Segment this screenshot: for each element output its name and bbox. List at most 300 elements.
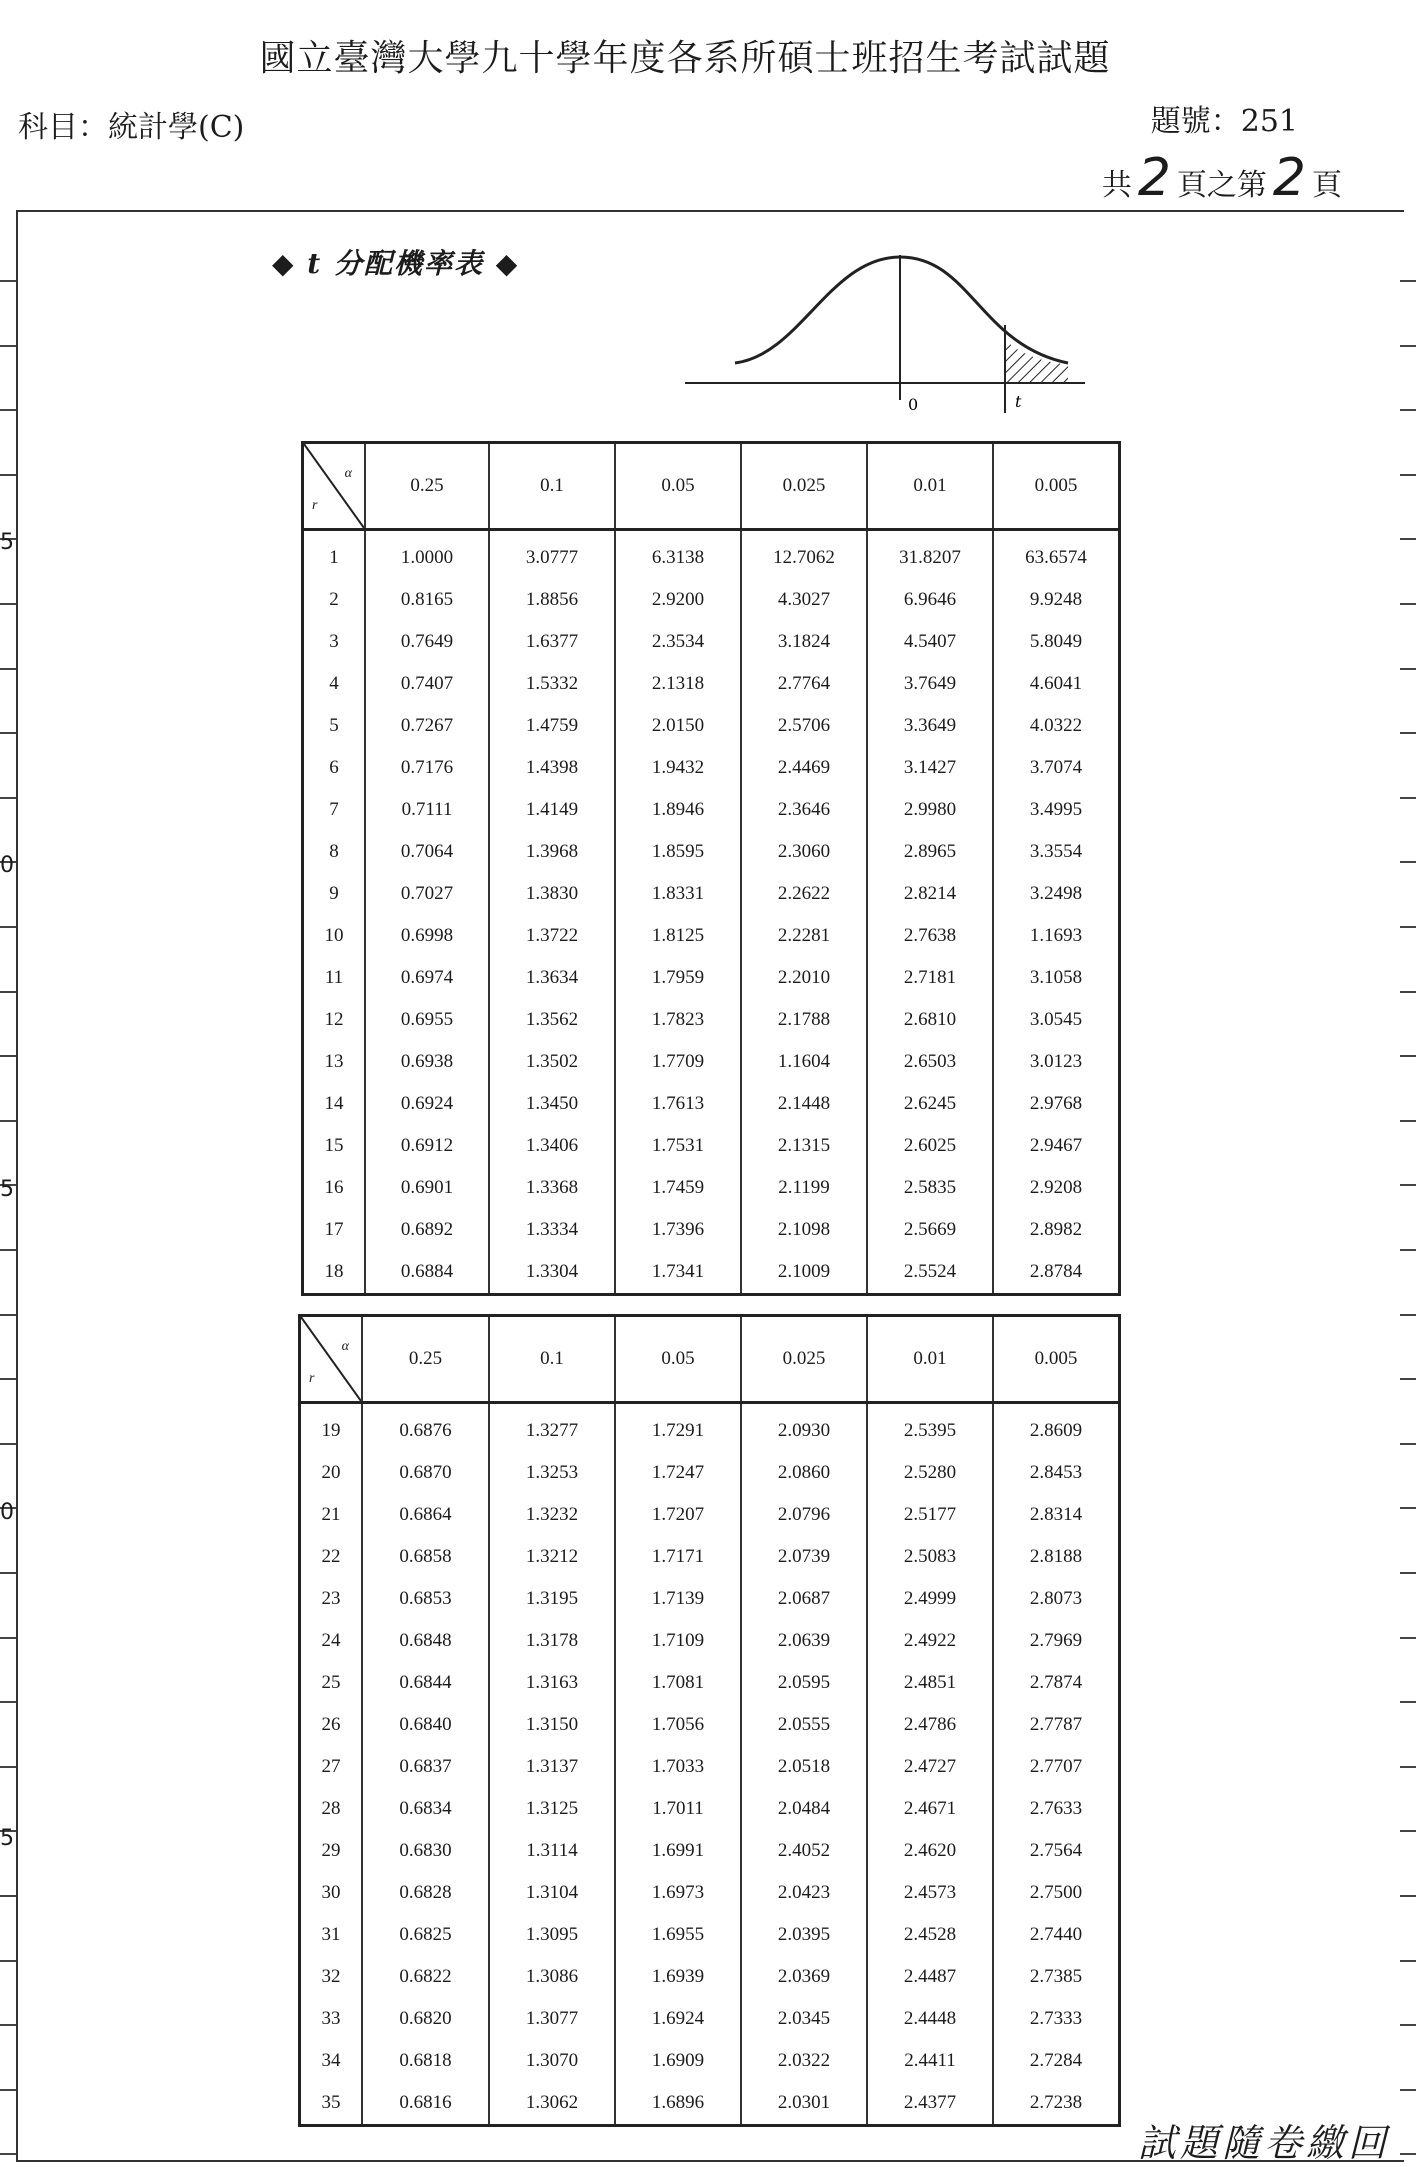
margin-tick	[0, 1055, 16, 1057]
critical-value-cell: 0.6818	[362, 2040, 489, 2082]
margin-tick	[0, 926, 16, 928]
margin-tick	[0, 1766, 16, 1768]
margin-tick	[1400, 538, 1416, 540]
critical-value-cell: 4.5407	[867, 621, 993, 663]
critical-value-cell: 2.4487	[867, 1956, 993, 1998]
margin-tick	[0, 1443, 16, 1445]
alpha-header: 0.05	[615, 1316, 741, 1403]
critical-value-cell: 0.6864	[362, 1494, 489, 1536]
critical-value-cell: 1.3830	[489, 873, 615, 915]
critical-value-cell: 63.6574	[993, 530, 1120, 580]
critical-value-cell: 1.4149	[489, 789, 615, 831]
critical-value-cell: 2.0687	[741, 1578, 867, 1620]
margin-tick	[1400, 603, 1416, 605]
bell-curve	[735, 257, 1068, 363]
critical-value-cell: 2.9208	[993, 1167, 1120, 1209]
critical-value-cell: 1.3195	[489, 1578, 615, 1620]
page-count	[1101, 148, 1342, 208]
critical-value-cell: 2.4448	[867, 1998, 993, 2040]
alpha-header: 0.05	[615, 443, 741, 530]
critical-value-cell: 2.7638	[867, 915, 993, 957]
critical-value-cell: 2.1448	[741, 1083, 867, 1125]
margin-tick	[1400, 1572, 1416, 1574]
critical-value-cell: 2.5177	[867, 1494, 993, 1536]
critical-value-cell: 2.8982	[993, 1209, 1120, 1251]
critical-value-cell: 2.4922	[867, 1620, 993, 1662]
critical-value-cell: 0.7027	[365, 873, 489, 915]
critical-value-cell: 4.6041	[993, 663, 1120, 705]
critical-value-cell: 0.6825	[362, 1914, 489, 1956]
critical-value-cell: 1.5332	[489, 663, 615, 705]
critical-value-cell: 0.7649	[365, 621, 489, 663]
critical-value-cell: 1.7531	[615, 1125, 741, 1167]
margin-number-3: 5	[0, 1177, 14, 1202]
margin-tick	[0, 603, 16, 605]
margin-tick	[1400, 1766, 1416, 1768]
critical-value-cell: 2.1009	[741, 1251, 867, 1295]
critical-value-cell: 3.1058	[993, 957, 1120, 999]
critical-value-cell: 2.0555	[741, 1704, 867, 1746]
df-cell: 21	[321, 1504, 341, 1525]
alpha-header: 0.1	[489, 443, 615, 530]
margin-tick	[0, 345, 16, 347]
critical-value-cell: 1.7613	[615, 1083, 741, 1125]
critical-value-cell: 12.7062	[741, 530, 867, 580]
critical-value-cell: 2.7707	[993, 1746, 1120, 1788]
critical-value-cell: 4.0322	[993, 705, 1120, 747]
df-cell: 28	[321, 1798, 341, 1819]
critical-value-cell: 0.6892	[365, 1209, 489, 1251]
table-row	[300, 1830, 1120, 1872]
critical-value-cell: 1.7207	[615, 1494, 741, 1536]
critical-value-cell: 2.6810	[867, 999, 993, 1041]
table-row	[303, 663, 1120, 705]
critical-value-cell: 2.2281	[741, 915, 867, 957]
alpha-header: 0.025	[741, 443, 867, 530]
t-label: t	[1015, 392, 1022, 411]
df-cell: 27	[321, 1756, 341, 1777]
margin-tick	[0, 668, 16, 670]
table-row	[303, 1209, 1120, 1251]
subject-label: 科目：統計學(C)	[18, 110, 245, 145]
df-cell: 1	[329, 547, 339, 568]
exam-title: 國立臺灣大學九十學年度各系所碩士班招生考試試題	[259, 38, 1111, 79]
df-cell: 26	[321, 1714, 341, 1735]
critical-value-cell: 3.4995	[993, 789, 1120, 831]
table-row	[300, 2082, 1120, 2126]
critical-value-cell: 3.1427	[867, 747, 993, 789]
page-current: 2	[1272, 148, 1306, 208]
critical-value-cell: 1.7081	[615, 1662, 741, 1704]
page-prefix: 共	[1101, 168, 1132, 203]
alpha-header: 0.1	[489, 1316, 615, 1403]
corner-r: r	[312, 498, 318, 513]
critical-value-cell: 1.3406	[489, 1125, 615, 1167]
critical-value-cell: 1.7291	[615, 1403, 741, 1453]
table-row	[303, 915, 1120, 957]
critical-value-cell: 2.0518	[741, 1746, 867, 1788]
df-cell: 9	[329, 883, 339, 904]
critical-value-cell: 2.4528	[867, 1914, 993, 1956]
corner-diagonal	[301, 1317, 361, 1401]
table-row	[303, 530, 1120, 580]
critical-value-cell: 2.2010	[741, 957, 867, 999]
critical-value-cell: 2.1098	[741, 1209, 867, 1251]
margin-tick	[1400, 1055, 1416, 1057]
critical-value-cell: 2.4052	[741, 1830, 867, 1872]
corner-alpha: α	[341, 1339, 349, 1354]
df-cell: 31	[321, 1924, 341, 1945]
critical-value-cell: 3.1824	[741, 621, 867, 663]
table-header-row	[300, 1316, 1120, 1403]
critical-value-cell: 2.5706	[741, 705, 867, 747]
critical-value-cell: 4.3027	[741, 579, 867, 621]
df-cell: 14	[324, 1093, 344, 1114]
critical-value-cell: 2.5524	[867, 1251, 993, 1295]
critical-value-cell: 2.4727	[867, 1746, 993, 1788]
df-cell: 34	[321, 2050, 341, 2071]
critical-value-cell: 2.4620	[867, 1830, 993, 1872]
df-cell: 24	[321, 1630, 341, 1651]
critical-value-cell: 2.0860	[741, 1452, 867, 1494]
margin-tick	[0, 732, 16, 734]
critical-value-cell: 1.3104	[489, 1872, 615, 1914]
alpha-header: 0.25	[362, 1316, 489, 1403]
table-row	[300, 1998, 1120, 2040]
critical-value-cell: 1.1604	[741, 1041, 867, 1083]
critical-value-cell: 1.4398	[489, 747, 615, 789]
margin-tick	[1400, 2024, 1416, 2026]
corner-alpha: α	[344, 466, 352, 481]
table-row	[303, 1083, 1120, 1125]
critical-value-cell: 3.3554	[993, 831, 1120, 873]
table-row	[303, 831, 1120, 873]
critical-value-cell: 3.7074	[993, 747, 1120, 789]
critical-value-cell: 2.4573	[867, 1872, 993, 1914]
critical-value-cell: 2.4671	[867, 1788, 993, 1830]
critical-value-cell: 2.8314	[993, 1494, 1120, 1536]
margin-tick	[0, 280, 16, 282]
df-cell: 3	[329, 631, 339, 652]
critical-value-cell: 1.3634	[489, 957, 615, 999]
df-cell: 8	[329, 841, 339, 862]
df-cell: 2	[329, 589, 339, 610]
df-cell: 18	[324, 1261, 344, 1282]
margin-tick	[0, 1637, 16, 1639]
critical-value-cell: 2.1199	[741, 1167, 867, 1209]
critical-value-cell: 2.0423	[741, 1872, 867, 1914]
df-cell: 33	[321, 2008, 341, 2029]
table-row	[303, 621, 1120, 663]
critical-value-cell: 2.5835	[867, 1167, 993, 1209]
critical-value-cell: 1.6924	[615, 1998, 741, 2040]
critical-value-cell: 2.0484	[741, 1788, 867, 1830]
margin-tick	[0, 1120, 16, 1122]
critical-value-cell: 0.6876	[362, 1403, 489, 1453]
df-cell: 11	[324, 967, 344, 988]
critical-value-cell: 1.4759	[489, 705, 615, 747]
critical-value-cell: 1.3212	[489, 1536, 615, 1578]
critical-value-cell: 2.3534	[615, 621, 741, 663]
table-row	[300, 1956, 1120, 1998]
critical-value-cell: 1.3095	[489, 1914, 615, 1956]
critical-value-cell: 2.9200	[615, 579, 741, 621]
critical-value-cell: 0.6830	[362, 1830, 489, 1872]
critical-value-cell: 1.3062	[489, 2082, 615, 2126]
critical-value-cell: 2.7764	[741, 663, 867, 705]
critical-value-cell: 1.7171	[615, 1536, 741, 1578]
df-cell: 30	[321, 1882, 341, 1903]
margin-tick	[0, 409, 16, 411]
critical-value-cell: 2.9467	[993, 1125, 1120, 1167]
df-cell: 13	[324, 1051, 344, 1072]
corner-r: r	[309, 1371, 315, 1386]
table-row	[303, 1041, 1120, 1083]
critical-value-cell: 2.1788	[741, 999, 867, 1041]
critical-value-cell: 2.4786	[867, 1704, 993, 1746]
critical-value-cell: 2.7633	[993, 1788, 1120, 1830]
critical-value-cell: 2.4411	[867, 2040, 993, 2082]
margin-tick	[0, 2024, 16, 2026]
t-distribution-curve	[680, 245, 1100, 425]
margin-number-2: 0	[0, 853, 14, 878]
table-row	[300, 1914, 1120, 1956]
critical-value-cell: 2.8965	[867, 831, 993, 873]
table-row	[303, 999, 1120, 1041]
margin-tick	[0, 1895, 16, 1897]
page-total: 2	[1137, 148, 1171, 208]
margin-number-1: 5	[0, 530, 14, 555]
margin-tick	[1400, 1701, 1416, 1703]
table-row	[303, 1251, 1120, 1295]
df-cell: 22	[321, 1546, 341, 1567]
critical-value-cell: 2.7284	[993, 2040, 1120, 2082]
critical-value-cell: 0.6901	[365, 1167, 489, 1209]
critical-value-cell: 2.6025	[867, 1125, 993, 1167]
critical-value-cell: 0.7176	[365, 747, 489, 789]
critical-value-cell: 0.6998	[365, 915, 489, 957]
margin-tick	[1400, 409, 1416, 411]
margin-tick	[0, 1701, 16, 1703]
critical-value-cell: 3.2498	[993, 873, 1120, 915]
critical-value-cell: 1.3232	[489, 1494, 615, 1536]
critical-value-cell: 2.7564	[993, 1830, 1120, 1872]
page-middle: 頁之第	[1176, 168, 1267, 203]
critical-value-cell: 2.4377	[867, 2082, 993, 2126]
alpha-header: 0.005	[993, 443, 1120, 530]
margin-tick	[1400, 1184, 1416, 1186]
page-suffix: 頁	[1312, 168, 1342, 203]
critical-value-cell: 2.4999	[867, 1578, 993, 1620]
table-row	[300, 1452, 1120, 1494]
df-cell: 32	[321, 1966, 341, 1987]
critical-value-cell: 31.8207	[867, 530, 993, 580]
critical-value-cell: 2.0301	[741, 2082, 867, 2126]
margin-tick	[1400, 668, 1416, 670]
critical-value-cell: 1.6973	[615, 1872, 741, 1914]
critical-value-cell: 2.0345	[741, 1998, 867, 2040]
margin-tick	[1400, 797, 1416, 799]
t-table-1	[301, 441, 1121, 1296]
critical-value-cell: 0.6840	[362, 1704, 489, 1746]
df-cell: 5	[329, 715, 339, 736]
alpha-header: 0.025	[741, 1316, 867, 1403]
critical-value-cell: 2.6503	[867, 1041, 993, 1083]
critical-value-cell: 1.3562	[489, 999, 615, 1041]
critical-value-cell: 3.7649	[867, 663, 993, 705]
critical-value-cell: 1.8856	[489, 579, 615, 621]
critical-value-cell: 2.8188	[993, 1536, 1120, 1578]
critical-value-cell: 2.7874	[993, 1662, 1120, 1704]
margin-tick	[1400, 345, 1416, 347]
margin-tick	[1400, 1507, 1416, 1509]
critical-value-cell: 0.6924	[365, 1083, 489, 1125]
critical-value-cell: 0.8165	[365, 579, 489, 621]
critical-value-cell: 6.9646	[867, 579, 993, 621]
critical-value-cell: 1.3114	[489, 1830, 615, 1872]
critical-value-cell: 1.3334	[489, 1209, 615, 1251]
critical-value-cell: 2.0739	[741, 1536, 867, 1578]
margin-tick	[1400, 1120, 1416, 1122]
df-cell: 17	[324, 1219, 344, 1240]
df-cell: 10	[324, 925, 344, 946]
df-cell: 15	[324, 1135, 344, 1156]
critical-value-cell: 2.7500	[993, 1872, 1120, 1914]
table-row	[300, 1662, 1120, 1704]
t-table-2	[298, 1314, 1121, 2127]
table-row	[300, 1494, 1120, 1536]
critical-value-cell: 2.0150	[615, 705, 741, 747]
table-row	[300, 1403, 1120, 1453]
critical-value-cell: 2.1318	[615, 663, 741, 705]
margin-tick	[0, 991, 16, 993]
margin-number-4: 0	[0, 1500, 14, 1525]
df-cell: 4	[329, 673, 339, 694]
critical-value-cell: 1.8595	[615, 831, 741, 873]
critical-value-cell: 2.9768	[993, 1083, 1120, 1125]
critical-value-cell: 1.7709	[615, 1041, 741, 1083]
critical-value-cell: 3.0777	[489, 530, 615, 580]
critical-value-cell: 1.3070	[489, 2040, 615, 2082]
critical-value-cell: 1.9432	[615, 747, 741, 789]
df-cell: 35	[321, 2092, 341, 2113]
critical-value-cell: 2.8214	[867, 873, 993, 915]
critical-value-cell: 0.6820	[362, 1998, 489, 2040]
critical-value-cell: 1.6896	[615, 2082, 741, 2126]
critical-value-cell: 1.8946	[615, 789, 741, 831]
critical-value-cell: 1.3125	[489, 1788, 615, 1830]
critical-value-cell: 1.3150	[489, 1704, 615, 1746]
margin-tick	[1400, 1249, 1416, 1251]
margin-tick	[1400, 1443, 1416, 1445]
margin-tick	[0, 1314, 16, 1316]
critical-value-cell: 0.6858	[362, 1536, 489, 1578]
critical-value-cell: 1.6991	[615, 1830, 741, 1872]
margin-tick	[1400, 280, 1416, 282]
critical-value-cell: 2.9980	[867, 789, 993, 831]
critical-value-cell: 2.0369	[741, 1956, 867, 1998]
margin-tick	[0, 2089, 16, 2091]
critical-value-cell: 1.3368	[489, 1167, 615, 1209]
critical-value-cell: 1.3077	[489, 1998, 615, 2040]
critical-value-cell: 1.7959	[615, 957, 741, 999]
question-number: 題號：251	[1150, 104, 1298, 139]
margin-tick	[1400, 1960, 1416, 1962]
table-row	[303, 1167, 1120, 1209]
critical-value-cell: 2.6245	[867, 1083, 993, 1125]
margin-tick	[1400, 991, 1416, 993]
critical-value-cell: 5.8049	[993, 621, 1120, 663]
critical-value-cell: 1.6377	[489, 621, 615, 663]
corner-cell	[303, 443, 366, 530]
margin-tick	[1400, 732, 1416, 734]
table-row	[300, 1704, 1120, 1746]
critical-value-cell: 1.3137	[489, 1746, 615, 1788]
table-row	[303, 957, 1120, 999]
critical-value-cell: 1.0000	[365, 530, 489, 580]
critical-value-cell: 0.6853	[362, 1578, 489, 1620]
critical-value-cell: 2.7181	[867, 957, 993, 999]
critical-value-cell: 2.2622	[741, 873, 867, 915]
alpha-header: 0.01	[867, 1316, 993, 1403]
margin-tick	[0, 474, 16, 476]
critical-value-cell: 2.0639	[741, 1620, 867, 1662]
critical-value-cell: 2.8073	[993, 1578, 1120, 1620]
critical-value-cell: 3.0123	[993, 1041, 1120, 1083]
table-row	[300, 1872, 1120, 1914]
critical-value-cell: 2.0930	[741, 1403, 867, 1453]
margin-tick	[0, 797, 16, 799]
critical-value-cell: 0.6844	[362, 1662, 489, 1704]
critical-value-cell: 1.7139	[615, 1578, 741, 1620]
critical-value-cell: 1.3253	[489, 1452, 615, 1494]
df-cell: 12	[324, 1009, 344, 1030]
critical-value-cell: 2.0322	[741, 2040, 867, 2082]
critical-value-cell: 1.6955	[615, 1914, 741, 1956]
critical-value-cell: 2.5280	[867, 1452, 993, 1494]
critical-value-cell: 0.6837	[362, 1746, 489, 1788]
critical-value-cell: 2.0796	[741, 1494, 867, 1536]
table-heading: ◆ t 分配機率表 ◆	[272, 247, 520, 280]
critical-value-cell: 2.4469	[741, 747, 867, 789]
critical-value-cell: 1.7396	[615, 1209, 741, 1251]
critical-value-cell: 2.7333	[993, 1998, 1120, 2040]
critical-value-cell: 0.7111	[365, 789, 489, 831]
margin-tick	[1400, 1378, 1416, 1380]
margin-tick	[1400, 2089, 1416, 2091]
critical-value-cell: 9.9248	[993, 579, 1120, 621]
critical-value-cell: 1.6939	[615, 1956, 741, 1998]
corner-diagonal	[304, 444, 364, 528]
critical-value-cell: 6.3138	[615, 530, 741, 580]
critical-value-cell: 0.6834	[362, 1788, 489, 1830]
table-row	[300, 2040, 1120, 2082]
critical-value-cell: 1.3304	[489, 1251, 615, 1295]
critical-value-cell: 0.7407	[365, 663, 489, 705]
margin-tick	[1400, 2153, 1416, 2155]
margin-number-5: 5	[0, 1826, 14, 1851]
critical-value-cell: 2.8453	[993, 1452, 1120, 1494]
right-margin-ticks	[1396, 0, 1416, 2166]
critical-value-cell: 1.3178	[489, 1620, 615, 1662]
critical-value-cell: 0.6822	[362, 1956, 489, 1998]
critical-value-cell: 0.6828	[362, 1872, 489, 1914]
critical-value-cell: 1.7823	[615, 999, 741, 1041]
df-cell: 7	[329, 799, 339, 820]
critical-value-cell: 1.8331	[615, 873, 741, 915]
critical-value-cell: 2.7238	[993, 2082, 1120, 2126]
df-cell: 29	[321, 1840, 341, 1861]
